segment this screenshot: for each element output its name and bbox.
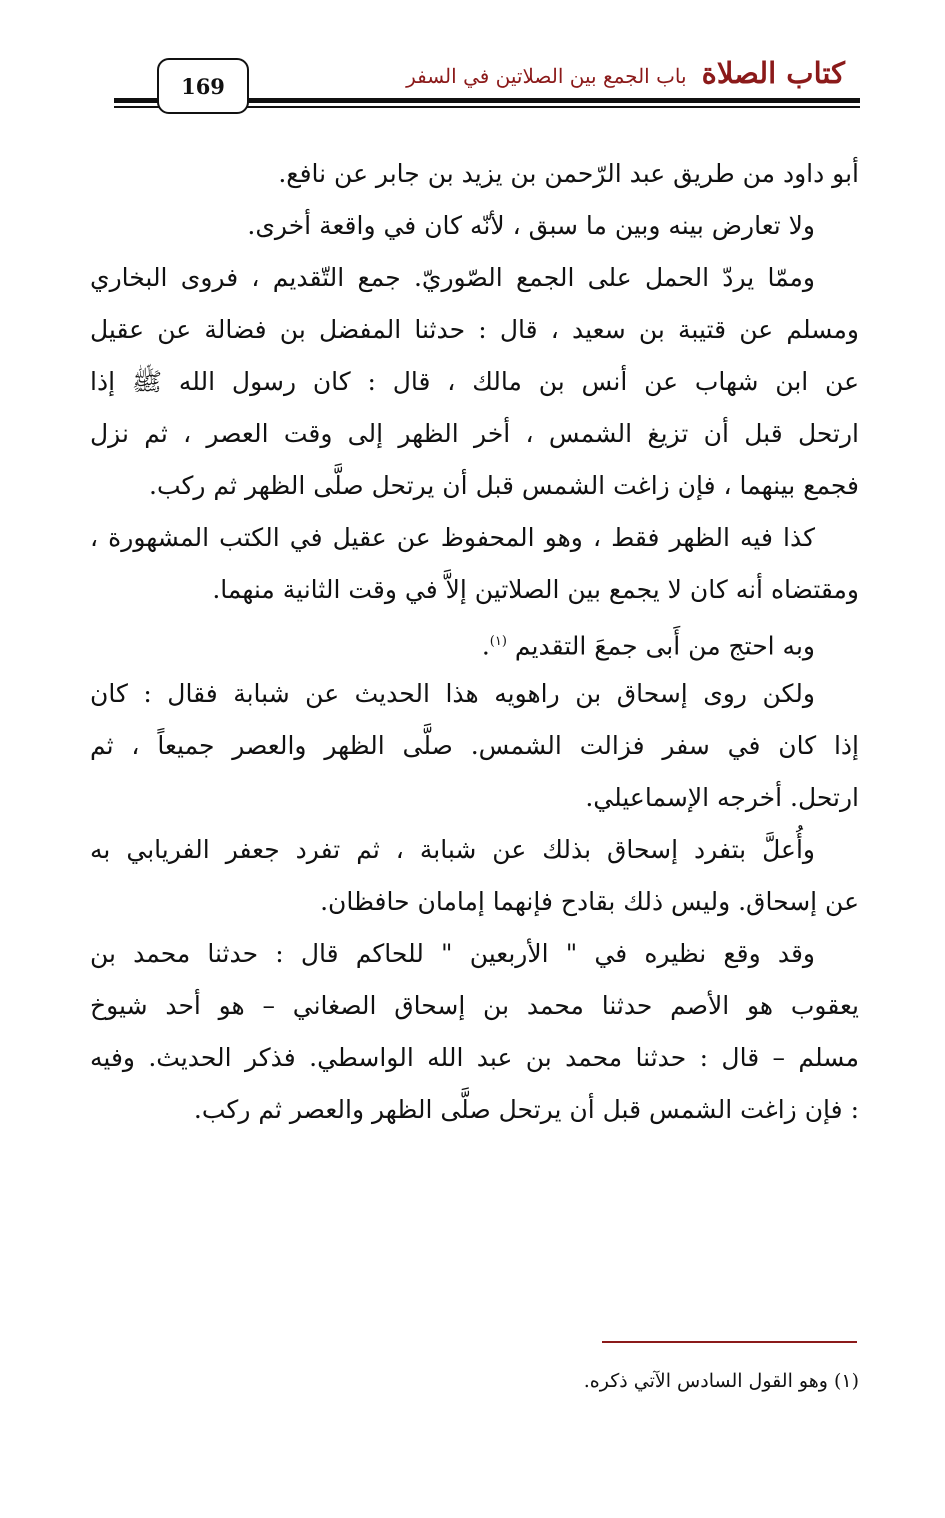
footnote: (١) وهو القول السادس الآتي ذكره. [583, 1370, 859, 1392]
body-text [90, 148, 859, 1136]
chapter-title: باب الجمع بين الصلاتين في السفر [406, 64, 687, 88]
text-line: وممّا يردّ الحمل على الجمع الصّوريّ. جمع التّقديم ، فروى البخاري [90, 263, 815, 292]
text-line: ولكن روى إسحاق بن راهويه هذا الحديث عن شبابة فقال : كان [90, 679, 815, 708]
text-segment: وبه احتج من أَبى جمعَ التقديم [514, 631, 815, 661]
text-line: : فإن زاغت الشمس قبل أن يرتحل صلَّى الظهر والعصر ثم ركب. [193, 1095, 859, 1124]
text-line: مسلم – قال : حدثنا محمد بن عبد الله الواسطي. فذكر الحديث. وفيه [90, 1043, 859, 1072]
text-line: عن إسحاق. وليس ذلك بقادح فإنهما إمامان حافظان. [320, 887, 859, 916]
page-number: 169 [157, 58, 249, 114]
footnote-ref[interactable]: (١) [489, 634, 507, 649]
period: . [481, 631, 490, 661]
text-line: ومقتضاه أنه كان لا يجمع بين الصلاتين إلاَّ في وقت الثانية منهما. [212, 575, 859, 604]
text-line: وقد وقع نظيره في " الأربعين " للحاكم قال : حدثنا محمد بن [90, 939, 815, 968]
footnote-divider [602, 1341, 857, 1343]
text-line: فجمع بينهما ، فإن زاغت الشمس قبل أن يرتحل صلَّى الظهر ثم ركب. [149, 471, 859, 500]
text-line: إذا كان في سفر فزالت الشمس. صلَّى الظهر والعصر جميعاً ، ثم [90, 731, 859, 760]
running-title [406, 56, 845, 90]
text-line: ومسلم عن قتيبة بن سعيد ، قال : حدثنا المفضل بن فضالة عن عقيل [90, 315, 859, 344]
book-title: كتاب الصلاة [701, 56, 845, 90]
text-line: ارتحل. أخرجه الإسماعيلي. [585, 783, 859, 812]
text-line: ولا تعارض بينه وبين ما سبق ، لأنّه كان في واقعة أخرى. [247, 211, 815, 240]
text-line-with-footnote [90, 616, 859, 668]
text-line: عن ابن شهاب عن أنس بن مالك ، قال : كان رسول الله ﷺ إذا [90, 367, 859, 396]
text-line: أبو داود من طريق عبد الرّحمن بن يزيد بن جابر عن نافع. [278, 159, 859, 188]
text-line: يعقوب هو الأصم حدثنا محمد بن إسحاق الصغاني – هو أحد شيوخ [90, 991, 859, 1020]
text-line: كذا فيه الظهر فقط ، وهو المحفوظ عن عقيل في الكتب المشهورة ، [90, 523, 815, 552]
page-header [0, 0, 945, 120]
text-line: ارتحل قبل أن تزيغ الشمس ، أخر الظهر إلى وقت العصر ، ثم نزل [90, 419, 859, 448]
text-line: وأُعلَّ بتفرد إسحاق بذلك عن شبابة ، ثم تفرد جعفر الفريابي به [90, 835, 815, 864]
